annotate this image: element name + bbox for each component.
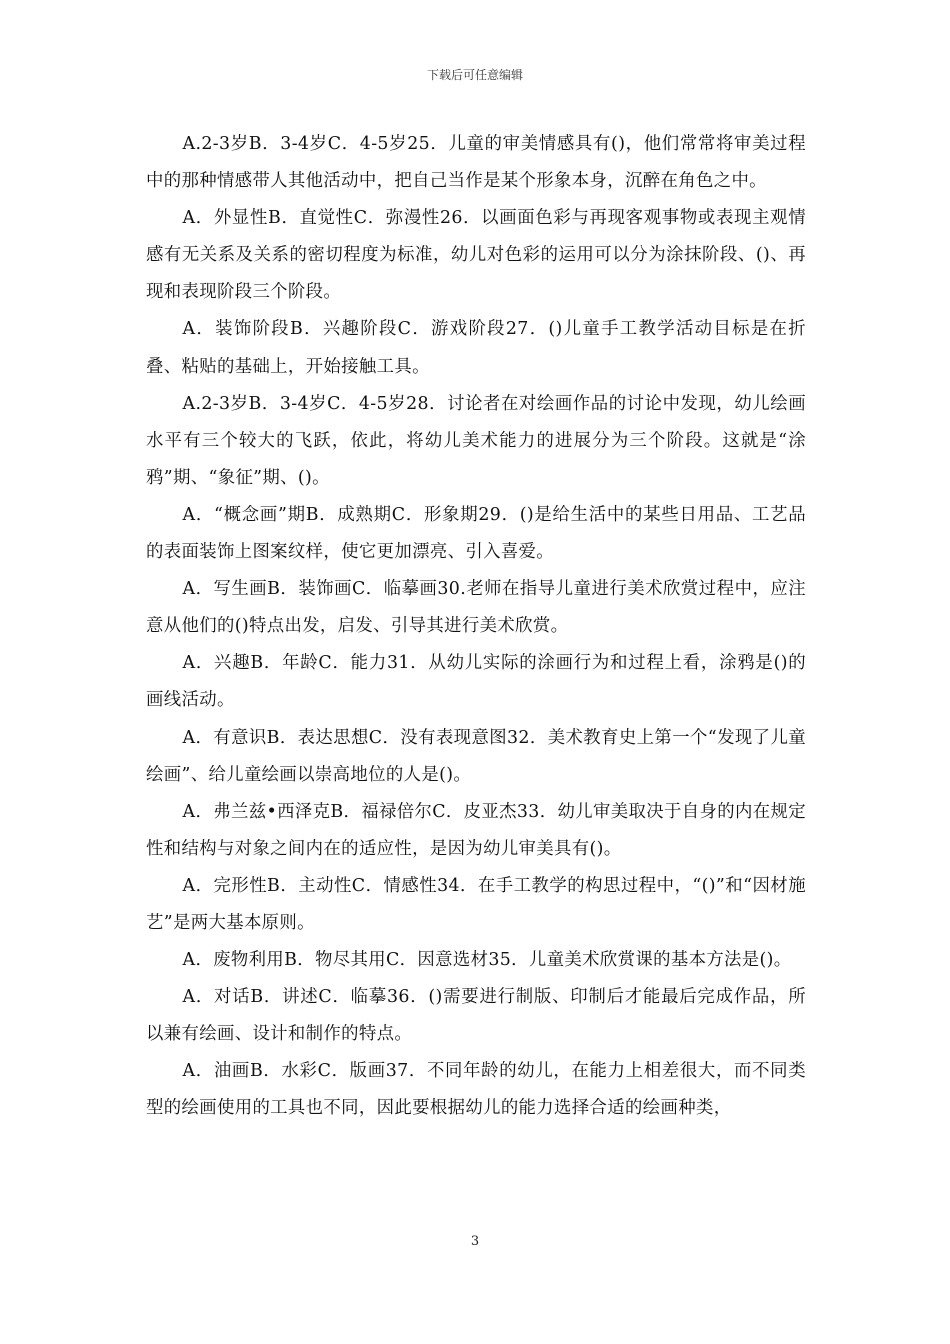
- paragraph: A.2-3岁B．3-4岁C．4-5岁28．讨论者在对绘画作品的讨论中发现，幼儿绘画水平有三个较大的飞跃，依此，将幼儿美术能力的进展分为三个阶段。这就是“涂鸦”期、“象征”期、()。: [146, 393, 806, 488]
- paragraph: A．油画B．水彩C．版画37．不同年龄的幼儿，在能力上相差很大，而不同类型的绘画使用的工具也不同，因此要根据幼儿的能力选择合适的绘画种类，: [146, 1061, 806, 1119]
- page-header: 下载后可任意编辑: [426, 68, 523, 82]
- paragraph: A．废物利用B．物尽其用C．因意选材35．儿童美术欣赏课的基本方法是()。: [182, 950, 792, 971]
- paragraph: A.2-3岁B．3-4岁C．4-5岁25．儿童的审美情感具有()，他们常常将审美过程中的那种情感带人其他活动中，把自己当作是某个形象本身，沉醉在角色之中。: [146, 134, 806, 192]
- paragraph: A．完形性B．主动性C．情感性34．在手工教学的构思过程中，“()”和“因材施艺”是两大基本原则。: [146, 875, 806, 933]
- paragraph: A．装饰阶段B．兴趣阶段C．游戏阶段27．()儿童手工教学活动目标是在折叠、粘贴的基础上，开始接触工具。: [146, 319, 806, 377]
- document-body: [146, 126, 806, 1128]
- paragraph: A．对话B．讲述C．临摹36．()需要进行制版、印制后才能最后完成作品，所以兼有绘画、设计和制作的特点。: [146, 987, 806, 1045]
- paragraph: A．弗兰兹•西泽克B．福禄倍尔C．皮亚杰33．幼儿审美取决于自身的内在规定性和结构与对象之间内在的适应性，是因为幼儿审美具有()。: [146, 801, 806, 859]
- page-number: 3: [470, 1234, 480, 1249]
- paragraph: A．有意识B．表达思想C．没有表现意图32．美术教育史上第一个“发现了儿童绘画”、给儿童绘画以崇高地位的人是()。: [146, 727, 806, 785]
- paragraph: A．写生画B．装饰画C．临摹画30.老师在指导儿童进行美术欣赏过程中，应注意从他们的()特点出发，启发、引导其进行美术欣赏。: [146, 579, 806, 637]
- paragraph: A．“概念画”期B．成熟期C．形象期29．()是给生活中的某些日用品、工艺品的表面装饰上图案纹样，使它更加漂亮、引入喜爱。: [146, 504, 806, 563]
- paragraph: A．外显性B．直觉性C．弥漫性26．以画面色彩与再现客观事物或表现主观情感有无关系及关系的密切程度为标准，幼儿对色彩的运用可以分为涂抹阶段、()、再现和表现阶段三个阶段。: [146, 208, 806, 303]
- paragraph: A．兴趣B．年龄C．能力31．从幼儿实际的涂画行为和过程上看，涂鸦是()的画线活动。: [146, 653, 806, 711]
